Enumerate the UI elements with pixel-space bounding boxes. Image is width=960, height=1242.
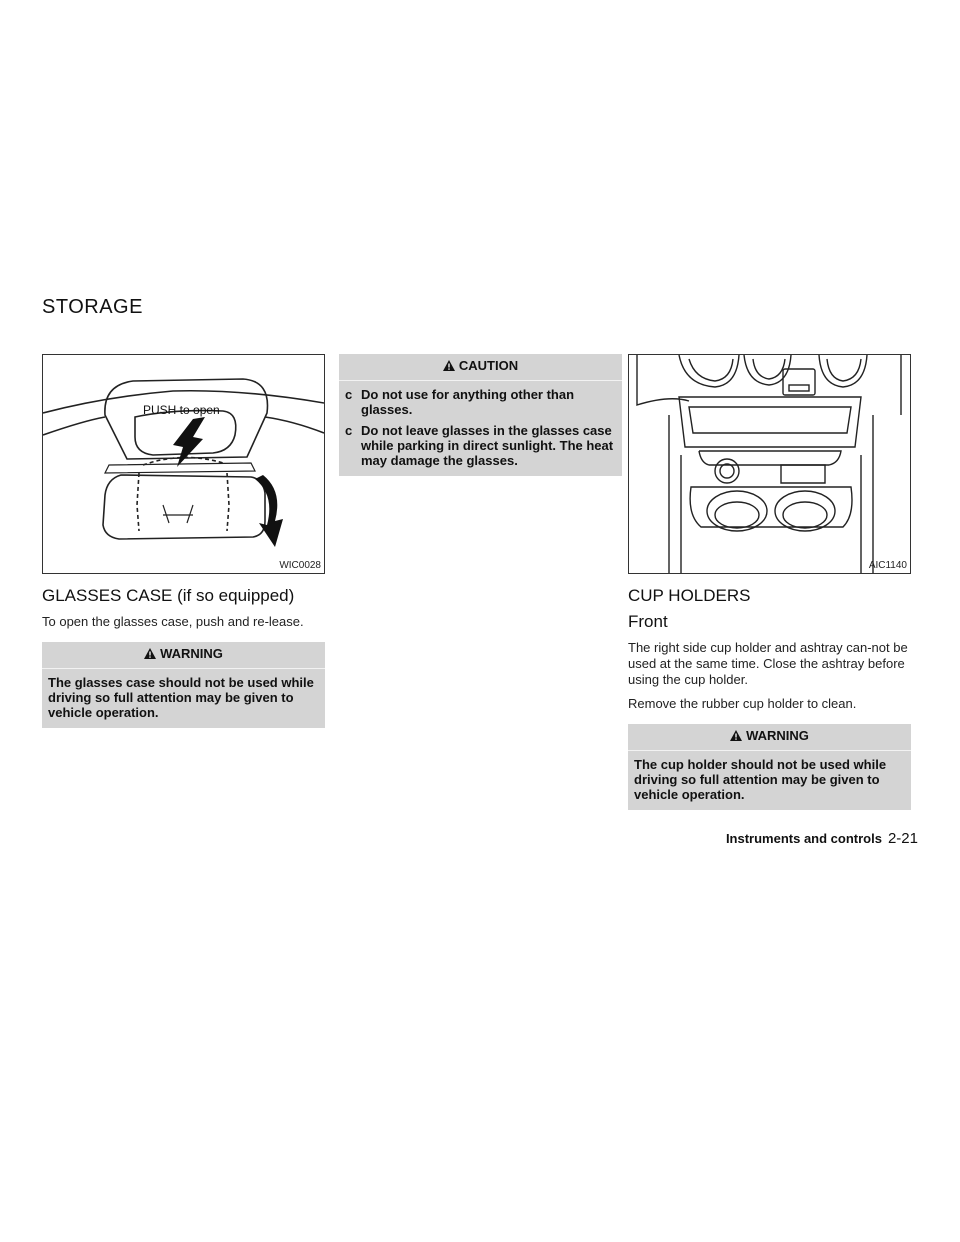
warning-title: WARNING: [746, 728, 809, 743]
page-section-title: STORAGE: [42, 296, 143, 318]
figure-cup-holders: [628, 354, 911, 574]
caution-item: [345, 423, 616, 468]
warning-triangle-icon: [730, 729, 742, 744]
bullet-glyph: c: [345, 423, 353, 438]
figure-code: AIC1140: [868, 560, 907, 571]
caution-list: [345, 387, 616, 468]
caution-item-text: Do not use for anything other than glasses.: [361, 387, 575, 417]
warning-text: The cup holder should not be used while driving so full attention may be given to vehicle operation.: [634, 757, 887, 802]
figure-code: WIC0028: [279, 560, 321, 571]
figure-label-push: PUSH to open: [143, 403, 220, 417]
warning-header: [42, 646, 325, 669]
caution-item: [345, 387, 616, 417]
caution-item-text: Do not leave glasses in the glasses case while parking in direct sunlight. The heat may damage the glasses.: [361, 423, 614, 468]
caution-title: CAUTION: [458, 358, 519, 373]
warning-triangle-icon: [144, 647, 156, 662]
curved-arrow-icon: [255, 475, 283, 547]
warning-triangle-icon: [443, 359, 455, 374]
warning-box-cup-holders: [628, 724, 911, 810]
arrow-down-icon: [173, 417, 205, 467]
cup-holders-body-text-1: The right side cup holder and ashtray can-not be used at the same time. Close the ashtray before using the cup holder.: [628, 640, 908, 687]
warning-title: WARNING: [160, 646, 223, 661]
cup-holders-body-text-2: Remove the rubber cup holder to clean.: [628, 696, 857, 711]
caution-header: [339, 358, 622, 381]
cup-holders-illustration: [629, 355, 910, 573]
glasses-case-illustration: [43, 355, 324, 573]
warning-box-glasses: [42, 642, 325, 728]
page-number: 2-21: [887, 830, 918, 847]
heading-cup-holders: CUP HOLDERS: [628, 586, 751, 605]
subheading-front: Front: [628, 612, 668, 631]
glasses-body-text: To open the glasses case, push and re-lease.: [42, 614, 304, 629]
caution-box: [339, 354, 622, 476]
heading-glasses-case: GLASSES CASE (if so equipped): [42, 586, 295, 605]
warning-header: [628, 728, 911, 751]
column-glasses-case: [42, 354, 325, 728]
column-caution: [339, 354, 622, 476]
bullet-glyph: c: [345, 387, 353, 402]
warning-text: The glasses case should not be used while driving so full attention may be given to vehicle operation.: [48, 675, 314, 720]
page-footer: [726, 830, 918, 847]
figure-glasses-case: [42, 354, 325, 574]
column-cup-holders: [628, 354, 911, 810]
footer-chapter: Instruments and controls: [725, 831, 882, 846]
